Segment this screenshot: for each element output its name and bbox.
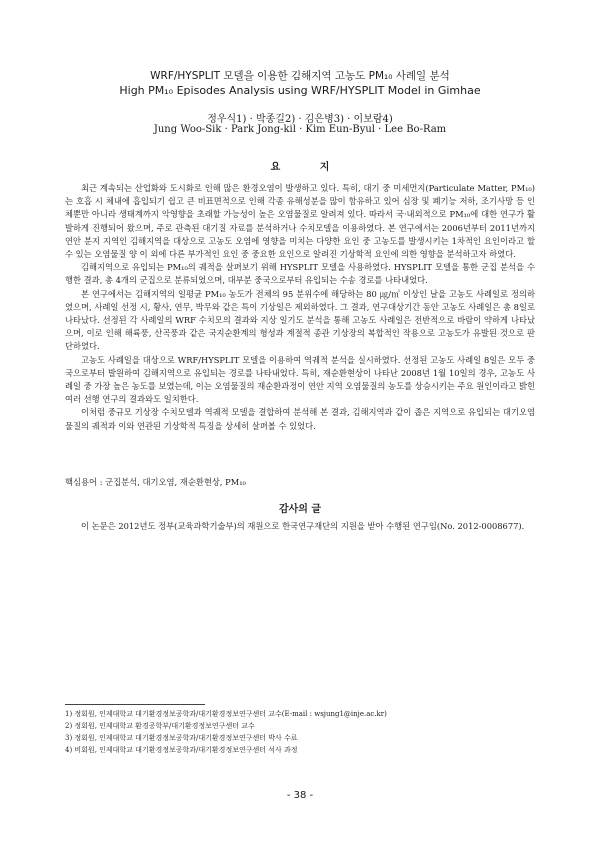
footnote-4: 4) 비회원, 인제대학교 대기환경정보공학과/대기환경정보연구센터 석사 과정 [65, 746, 298, 754]
abstract-body [65, 182, 535, 433]
abstract-paragraph-1: 최근 계속되는 산업화와 도시화로 인해 많은 환경오염이 발생하고 있다. 특히, 대기 중 미세먼지(Particulate Matter, PM₁₀)는 호흡 시 체내에 흡입되기 쉽고 큰 비표면적으로 인해 각종 유해성분을 많이 함유하고 있어 심장 및 폐기능 저하, 조기사망 등 인체뿐만 아니라 생태계까지 악영향을 초래할 가능성이 높은 오염물질로 알려져 있다. 따라서 국·내외적으로 PM₁₀에 대한 연구가 활발하게 진행되어 왔으며, 주로 관측된 대기질 자료를 분석하거나 수치모델을 이용하였다. 본 연구에서는 2006년부터 2011년까지 연안 분지 지역인 김해지역을 대상으로 고농도 오염에 영향을 미치는 다양한 요인 중 고농도를 발생시키는 1차적인 요인이라고 할 수 있는 오염물질 양 이 외에 다른 부가적인 요인 중 중요한 요인으로 알려진 기상학적 요인에 의한 영향을 분석하고자 하였다. [65, 183, 535, 260]
footnotes [65, 708, 535, 756]
acknowledgment-heading: 감사의 글 [278, 504, 322, 515]
abstract-paragraph-3: 본 연구에서는 김해지역의 일평균 PM₁₀ 농도가 전체의 95 분위수에 해당하는 80 ㎍/㎥ 이상인 날을 고농도 사례일로 정의하였으며, 사례일 선정 시, 황사, 연무, 박무와 같은 특이 기상일은 제외하였다. 그 결과, 연구대상기간 동안 고농도 사례일은 총 8일로 나타났다. 선정된 각 사례일의 WRF 수치모의 결과와 지상 일기도 분석을 통해 고농도 사례일은 전반적으로 바람이 약하게 나타났으며, 이로 인해 해륙풍, 산곡풍과 같은 국지순환계의 형성과 계절적 종관 기상장의 복합적인 작용으로 고농도가 유발된 것으로 판단하였다. [65, 288, 535, 352]
authors-korean: 정우식1) · 박종길2) · 김은병3) · 이보람4) [207, 114, 393, 125]
paper-title-english: High PM₁₀ Episodes Analysis using WRF/HYSPLIT Model in Gimhae [119, 84, 481, 97]
paper-title-korean: WRF/HYSPLIT 모델을 이용한 김해지역 고농도 PM₁₀ 사례일 분석 [150, 70, 450, 82]
keywords: 핵심용어 : 군집분석, 대기오염, 재순환현상, PM₁₀ [65, 477, 246, 487]
acknowledgment-text: 이 논문은 2012년도 정부(교육과학기술부)의 재원으로 한국연구재단의 지원을 받아 수행된 연구임(No. 2012-0008677). [81, 521, 525, 531]
abstract-paragraph-5: 이처럼 중규모 기상장 수치모델과 역궤적 모델을 결합하여 분석해 본 결과, 김해지역과 같이 좁은 지역으로 유입되는 대기오염물질의 궤적과 이와 연관된 기상학적 특징을 상세히 살펴볼 수 있었다. [65, 407, 535, 431]
authors-english: Jung Woo-Sik · Park Jong-kil · Kim Eun-Byul · Lee Bo-Ram [153, 124, 447, 135]
abstract-paragraph-2: 김해지역으로 유입되는 PM₁₀의 궤적을 살펴보기 위해 HYSPLIT 모델을 사용하였다. HYSPLIT 모델을 통한 군집 분석을 수행한 결과, 총 4개의 군집으로 분류되었으며, 대부분 중국으로부터 유입되는 수송 경로를 나타내었다. [65, 262, 535, 286]
abstract-heading: 요 지 [270, 162, 348, 173]
footnote-divider [65, 704, 205, 705]
footnote-2: 2) 정회원, 인제대학교 환경공학부/대기환경정보연구센터 교수 [65, 722, 255, 730]
page-number: - 38 - [286, 790, 314, 801]
footnote-3: 3) 정회원, 인제대학교 대기환경정보공학과/대기환경정보연구센터 박사 수료 [65, 734, 298, 742]
footnote-1: 1) 정회원, 인제대학교 대기환경정보공학과/대기환경정보연구센터 교수(E-mail : wsjung1@inje.ac.kr) [65, 710, 387, 718]
abstract-paragraph-4: 고농도 사례일을 대상으로 WRF/HYSPLIT 모델을 이용하여 역궤적 분석을 실시하였다. 선정된 고농도 사례일 8일은 모두 중국으로부터 발원하여 김해지역으로 유입되는 경로를 나타내었다. 특히, 재순환현상이 나타난 2008년 1월 10일의 경우, 고농도 사례일 중 가장 높은 농도를 보였는데, 이는 오염물질의 재순환과정이 연안 지역 오염물질의 농도를 상승시키는 주요 원인이라고 밝힌 여러 선행 연구의 결과와도 일치한다. [65, 354, 535, 405]
